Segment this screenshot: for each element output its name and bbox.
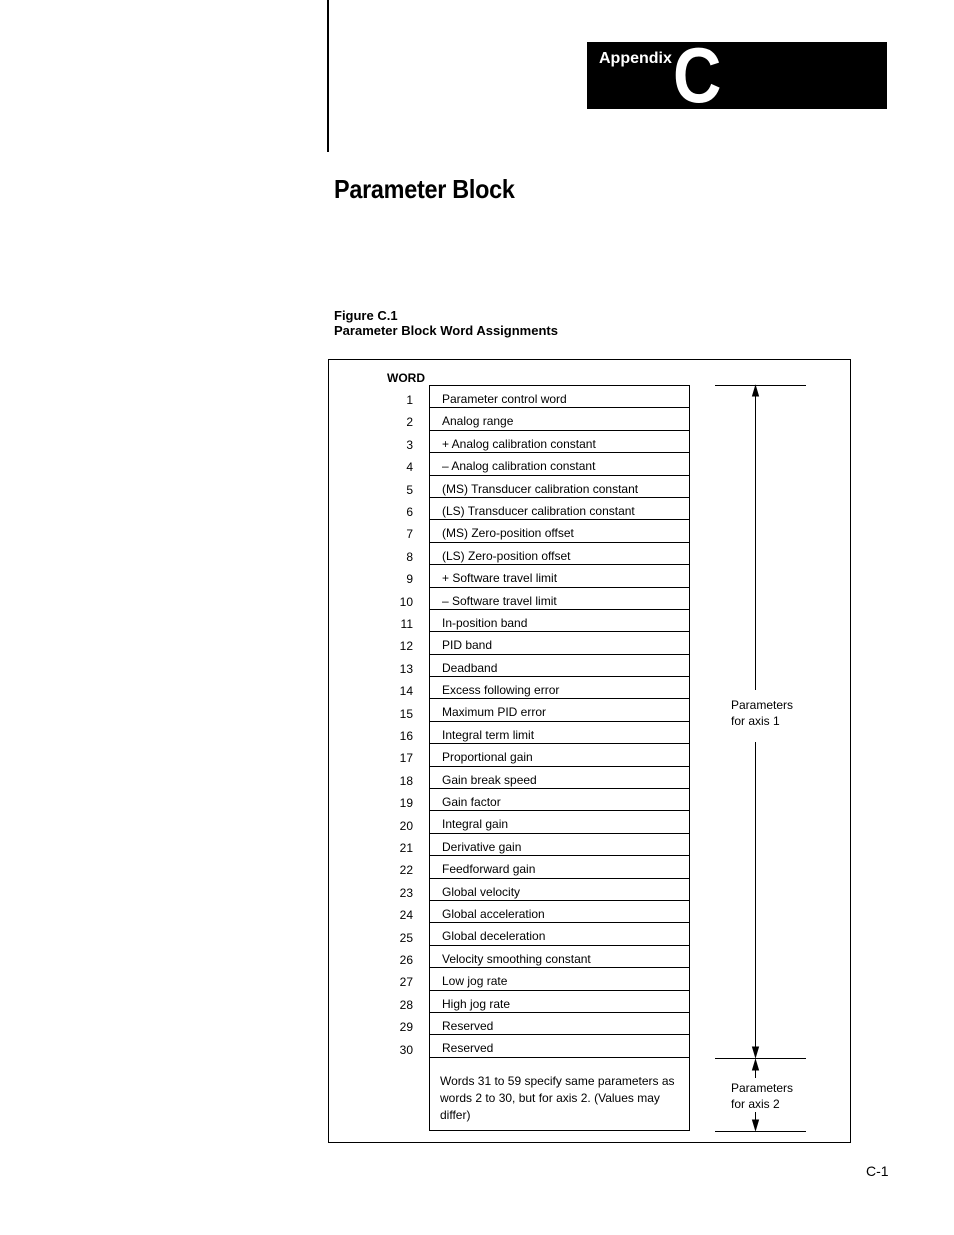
word-number: 20 [399, 818, 413, 833]
table-row: (MS) Zero-position offset [430, 520, 689, 542]
table-row: Proportional gain [430, 744, 689, 766]
word-number: 6 [406, 505, 413, 519]
table-row: Gain factor [430, 789, 689, 811]
axis2-arrow-head-down [753, 1120, 759, 1130]
axis2-label-line1: Parameters [731, 1081, 794, 1095]
table-row: High jog rate [430, 991, 689, 1013]
word-number: 29 [399, 1020, 413, 1035]
appendix-label: Appendix [599, 50, 672, 67]
table-row: (LS) Transducer calibration constant [430, 498, 689, 520]
table-row: Low jog rate [430, 968, 689, 990]
word-column-header: WORD [387, 371, 425, 385]
word-number: 24 [399, 908, 413, 923]
table-row: Global deceleration [430, 923, 689, 945]
table-row: Parameter control word [430, 386, 689, 408]
appendix-letter: C [673, 31, 722, 119]
axis1-arrow-head-up [753, 386, 759, 396]
word-number: 18 [399, 773, 413, 788]
page-number: C-1 [866, 1163, 889, 1179]
axis2-label [731, 1080, 793, 1112]
word-number: 26 [399, 953, 413, 967]
axis2-arrow-head-up [753, 1060, 759, 1070]
word-number: 25 [399, 930, 413, 945]
table-row: – Software travel limit [430, 588, 689, 610]
axis1-label-line2: for axis 1 [731, 714, 780, 728]
word-number: 16 [399, 729, 413, 743]
word-number: 11 [400, 617, 413, 631]
axis2-label-line2: for axis 2 [731, 1097, 780, 1111]
word-number: 5 [406, 482, 413, 497]
table-row: Reserved [430, 1035, 689, 1057]
axis1-label [731, 697, 793, 729]
word-number: 1 [406, 393, 413, 407]
table-row: Analog range [430, 408, 689, 430]
figure-title: Parameter Block Word Assignments [334, 323, 558, 338]
word-number: 2 [406, 415, 413, 430]
table-row: Velocity smoothing constant [430, 946, 689, 968]
table-row: Deadband [430, 655, 689, 677]
axis1-label-line1: Parameters [731, 698, 794, 712]
word-number: 17 [399, 751, 413, 766]
word-number: 28 [399, 997, 413, 1012]
word-number: 7 [406, 527, 413, 542]
table-row: Excess following error [430, 677, 689, 699]
table-row: – Analog calibration constant [430, 453, 689, 475]
table-row: In-position band [430, 610, 689, 632]
word-number: 9 [406, 572, 413, 587]
table-row: Maximum PID error [430, 699, 689, 721]
word-number: 19 [399, 796, 413, 811]
figure-number: Figure C.1 [334, 308, 398, 323]
table-row: Derivative gain [430, 834, 689, 856]
axis1-arrow-head-down [753, 1047, 759, 1057]
table-row: Integral term limit [430, 722, 689, 744]
table-row: + Analog calibration constant [430, 431, 689, 453]
axis2-note-line1: Words 31 to 59 specify same parameters as [440, 1073, 675, 1088]
word-number: 12 [399, 639, 413, 654]
word-number: 22 [399, 863, 413, 878]
table-row: Feedforward gain [430, 856, 689, 878]
word-number: 3 [406, 437, 413, 452]
word-number: 27 [399, 975, 413, 990]
table-row: Global acceleration [430, 901, 689, 923]
table-row: (LS) Zero-position offset [430, 543, 689, 565]
word-number: 15 [399, 706, 413, 721]
word-number: 10 [399, 594, 413, 609]
page-title: Parameter Block [334, 174, 515, 204]
word-number: 14 [399, 684, 413, 699]
table-row: Integral gain [430, 811, 689, 833]
table-row: + Software travel limit [430, 565, 689, 587]
table-row: (MS) Transducer calibration constant [430, 476, 689, 498]
word-number: 23 [399, 885, 413, 900]
table-row: Reserved [430, 1013, 689, 1035]
table-row: Gain break speed [430, 767, 689, 789]
table-row: PID band [430, 632, 689, 654]
word-number: 4 [406, 460, 413, 475]
table-row: Global velocity [430, 879, 689, 901]
word-number: 8 [406, 549, 413, 564]
word-number: 21 [399, 841, 413, 855]
word-number: 13 [399, 661, 413, 676]
word-number: 30 [399, 1042, 413, 1057]
axis2-note-line2: words 2 to 30, but for axis 2. (Values may differ) [440, 1090, 660, 1122]
